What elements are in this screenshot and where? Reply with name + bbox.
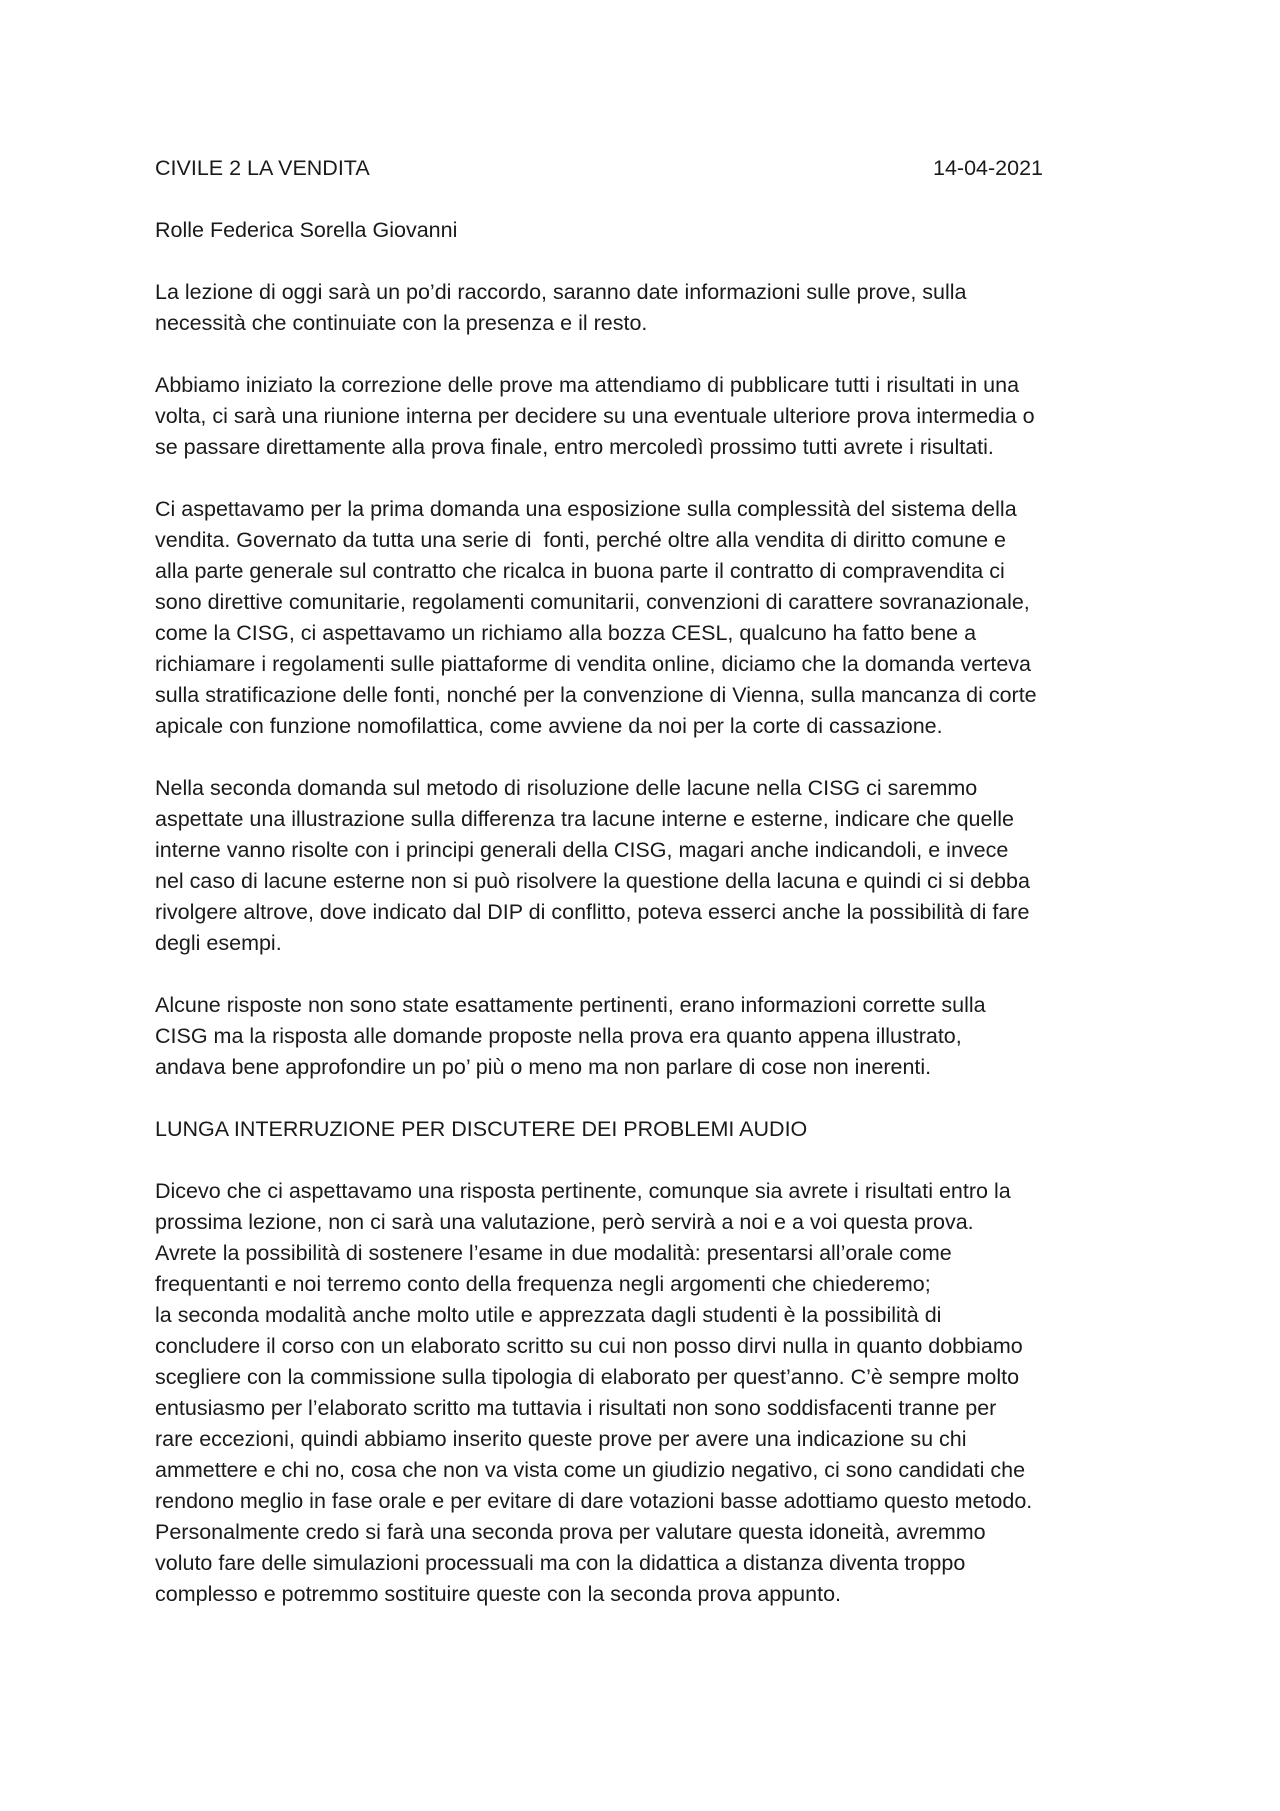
- text-line: alla parte generale sul contratto che ricalca in buona parte il contratto di compravendita ci: [155, 559, 1005, 583]
- paragraph: [155, 370, 1135, 463]
- paragraph: [155, 1176, 1135, 1610]
- text-line: Alcune risposte non sono state esattamente pertinenti, erano informazioni corrette sulla: [155, 993, 986, 1017]
- document-header: [155, 153, 1135, 184]
- text-line: degli esempi.: [155, 931, 282, 955]
- text-line: rare eccezioni, quindi abbiamo inserito queste prove per avere una indicazione su chi: [155, 1427, 967, 1451]
- text-line: sulla stratificazione delle fonti, nonché per la convenzione di Vienna, sulla mancanza di corte: [155, 683, 1037, 707]
- text-line: necessità che continuiate con la presenza e il resto.: [155, 311, 648, 335]
- paragraph: [155, 277, 1135, 339]
- text-line: interne vanno risolte con i principi generali della CISG, magari anche indicandoli, e invece: [155, 838, 1009, 862]
- text-line: Nella seconda domanda sul metodo di risoluzione delle lacune nella CISG ci saremmo: [155, 776, 978, 800]
- text-line: complesso e potremmo sostituire queste con la seconda prova appunto.: [155, 1582, 842, 1606]
- text-line: sono direttive comunitarie, regolamenti comunitarii, convenzioni di carattere sovranazionale,: [155, 590, 1030, 614]
- text-line: vendita. Governato da tutta una serie di fonti, perché oltre alla vendita di diritto comune e: [155, 528, 1006, 552]
- paragraph: [155, 773, 1135, 959]
- text-line: Avrete la possibilità di sostenere l’esame in due modalità: presentarsi all’orale come: [155, 1241, 952, 1265]
- authors: Rolle Federica Sorella Giovanni: [155, 218, 458, 242]
- text-line: voluto fare delle simulazioni processuali ma con la didattica a distanza diventa troppo: [155, 1551, 966, 1575]
- text-line: entusiasmo per l’elaborato scritto ma tuttavia i risultati non sono soddisfacenti tranne per: [155, 1396, 997, 1420]
- text-line: concludere il corso con un elaborato scritto su cui non posso dirvi nulla in quanto dobbiamo: [155, 1334, 1023, 1358]
- text-line: come la CISG, ci aspettavamo un richiamo alla bozza CESL, qualcuno ha fatto bene a: [155, 621, 977, 645]
- text-line: Ci aspettavamo per la prima domanda una esposizione sulla complessità del sistema della: [155, 497, 1017, 521]
- document-date: 14-04-2021: [933, 156, 1043, 180]
- paragraph: [155, 1114, 1135, 1145]
- text-line: Personalmente credo si farà una seconda prova per valutare questa idoneità, avremmo: [155, 1520, 986, 1544]
- text-line: ammettere e chi no, cosa che non va vista come un giudizio negativo, ci sono candidati che: [155, 1458, 1026, 1482]
- text-line: rendono meglio in fase orale e per evitare di dare votazioni basse adottiamo questo metodo.: [155, 1489, 1033, 1513]
- text-line: apicale con funzione nomofilattica, come avviene da noi per la corte di cassazione.: [155, 714, 943, 738]
- text-line: scegliere con la commissione sulla tipologia di elaborato per quest’anno. C’è sempre molto: [155, 1365, 1020, 1389]
- text-line: Dicevo che ci aspettavamo una risposta pertinente, comunque sia avrete i risultati entro la: [155, 1179, 1011, 1203]
- text-line: la seconda modalità anche molto utile e apprezzata dagli studenti è la possibilità di: [155, 1303, 942, 1327]
- text-line: nel caso di lacune esterne non si può risolvere la questione della lacuna e quindi ci si debba: [155, 869, 1030, 893]
- document-page: [155, 153, 1135, 1641]
- text-line: frequentanti e noi terremo conto della frequenza negli argomenti che chiederemo;: [155, 1272, 931, 1296]
- authors-line: [155, 215, 1135, 246]
- text-line: Abbiamo iniziato la correzione delle prove ma attendiamo di pubblicare tutti i risultati in una: [155, 373, 1020, 397]
- text-line: prossima lezione, non ci sarà una valutazione, però servirà a noi e a voi questa prova.: [155, 1210, 974, 1234]
- text-line: richiamare i regolamenti sulle piattaforme di vendita online, diciamo che la domanda verteva: [155, 652, 1031, 676]
- paragraph: [155, 990, 1135, 1083]
- paragraph: [155, 494, 1135, 742]
- document-body: [155, 277, 1135, 1610]
- document-title: CIVILE 2 LA VENDITA: [155, 156, 370, 180]
- text-line: LUNGA INTERRUZIONE PER DISCUTERE DEI PROBLEMI AUDIO: [155, 1117, 808, 1141]
- text-line: La lezione di oggi sarà un po’di raccordo, saranno date informazioni sulle prove, sulla: [155, 280, 967, 304]
- text-line: aspettate una illustrazione sulla differenza tra lacune interne e esterne, indicare che quelle: [155, 807, 1014, 831]
- text-line: andava bene approfondire un po’ più o meno ma non parlare di cose non inerenti.: [155, 1055, 932, 1079]
- text-line: se passare direttamente alla prova finale, entro mercoledì prossimo tutti avrete i risultati.: [155, 435, 994, 459]
- text-line: CISG ma la risposta alle domande proposte nella prova era quanto appena illustrato,: [155, 1024, 962, 1048]
- text-line: volta, ci sarà una riunione interna per decidere su una eventuale ulteriore prova intermedia o: [155, 404, 1035, 428]
- text-line: rivolgere altrove, dove indicato dal DIP di conflitto, poteva esserci anche la possibilità di fare: [155, 900, 1030, 924]
